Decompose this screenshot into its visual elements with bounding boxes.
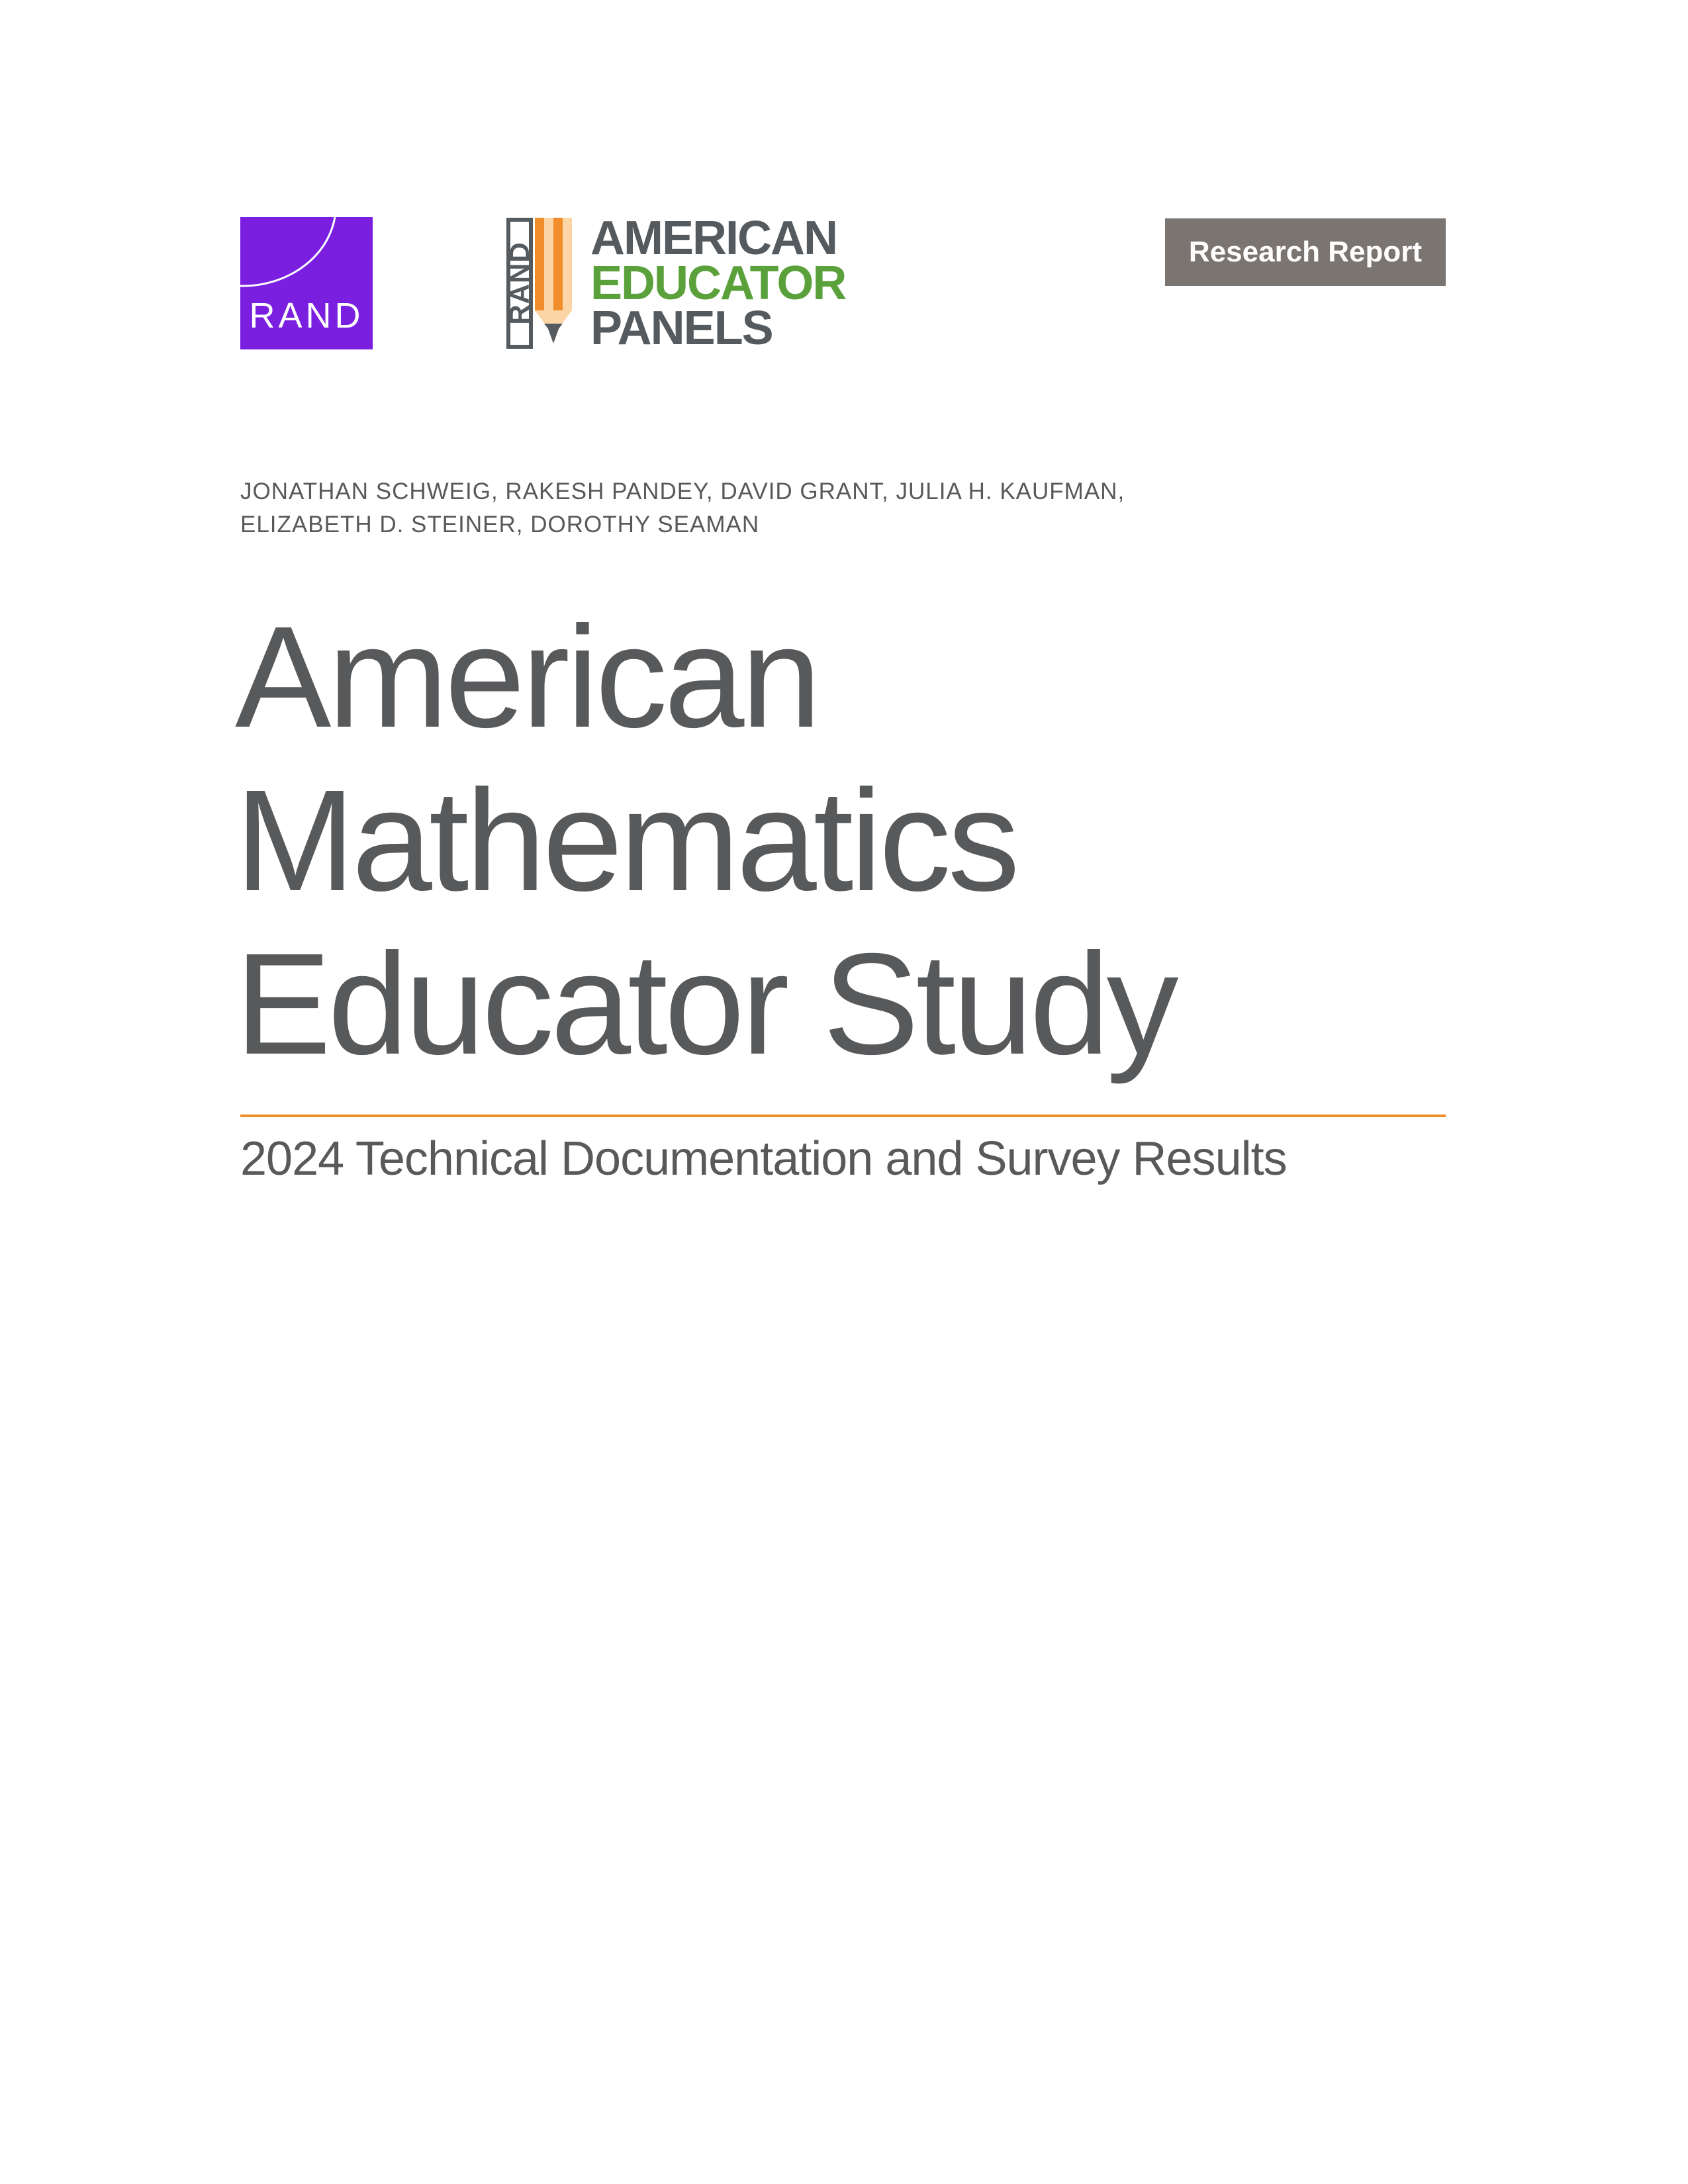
aep-line-educator: EDUCATOR [590, 257, 846, 310]
pencil-icon [535, 218, 588, 350]
american-educator-panels-logo [504, 212, 884, 355]
aep-line-american: AMERICAN [590, 212, 837, 265]
aep-wordmark [590, 212, 846, 355]
title-line: Educator Study [235, 924, 1176, 1085]
aep-rand-vertical-text: RAND [504, 242, 535, 325]
report-subtitle: 2024 Technical Documentation and Survey Results [240, 1132, 1287, 1185]
rand-logo [240, 217, 373, 349]
title-line: American [235, 597, 818, 758]
author-line: ELIZABETH D. STEINER, DOROTHY SEAMAN [240, 512, 760, 537]
author-line: JONATHAN SCHWEIG, RAKESH PANDEY, DAVID GRANT, JULIA H. KAUFMAN, [240, 478, 1125, 504]
report-title [235, 596, 1460, 1086]
aep-rand-box [506, 218, 533, 349]
report-type-badge: Research Report [1165, 218, 1446, 286]
accent-divider [240, 1115, 1446, 1117]
rand-logo-text: RAND [249, 296, 364, 336]
author-list [240, 475, 1465, 541]
title-line: Mathematics [235, 760, 1017, 921]
aep-line-panels: PANELS [590, 302, 773, 355]
